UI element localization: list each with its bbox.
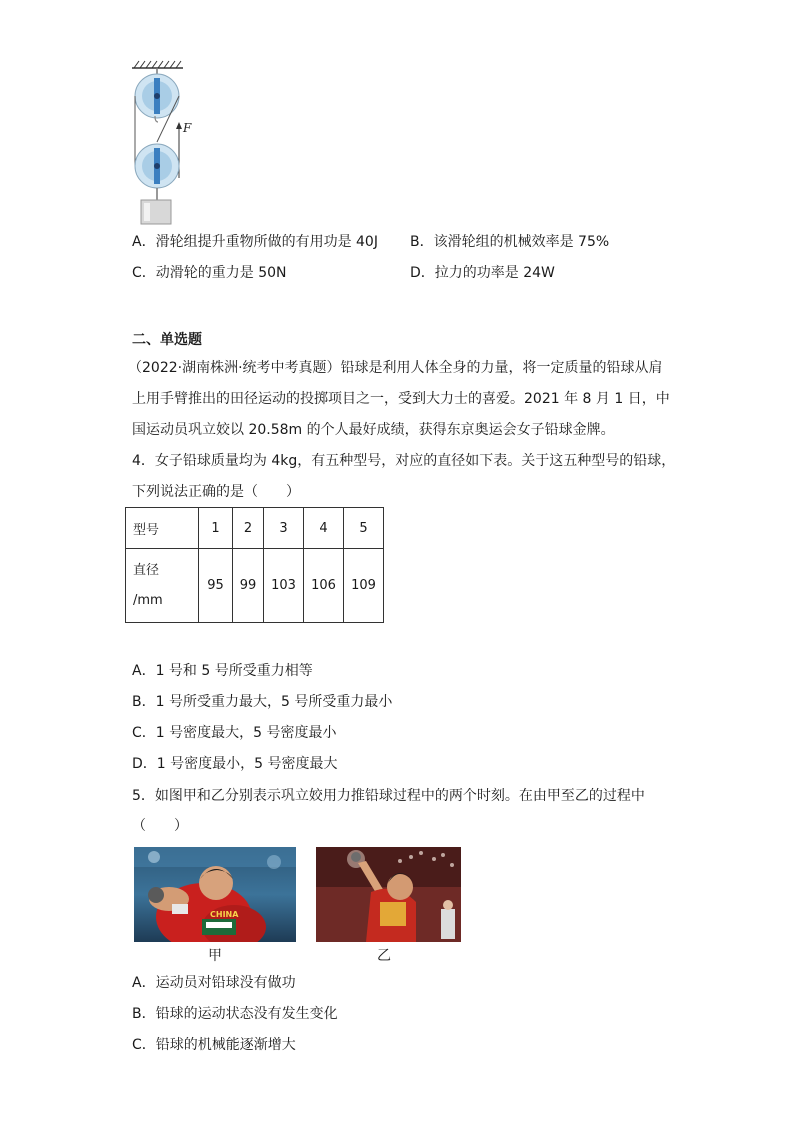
passage-line: 国运动员巩立姣以 20.58m 的个人最好成绩，获得东京奥运会女子铅球金牌。	[132, 422, 615, 438]
jersey-text: CHINA	[210, 910, 239, 919]
pulley-system-figure	[125, 58, 205, 228]
q4-stem: 4．女子铅球质量均为 4kg，有五种型号，对应的直径如下表。关于这五种型号的铅球，	[132, 453, 676, 469]
table-cell: 106	[304, 549, 344, 623]
section-title: 二、单选题	[132, 332, 202, 348]
fixed-pulley	[135, 74, 179, 118]
table-header-line: 直径	[133, 562, 160, 578]
table-cell: 103	[264, 549, 304, 623]
q3-option-d: D．拉力的功率是 24W	[410, 265, 555, 281]
force-label: F	[183, 121, 192, 135]
photo-jia	[134, 847, 296, 942]
q4-option-a: A．1 号和 5 号所受重力相等	[132, 663, 313, 679]
table-cell: 5	[344, 508, 384, 549]
diameter-table	[125, 507, 384, 623]
q3-option-c: C．动滑轮的重力是 50N	[132, 265, 287, 281]
q5-stem: （ ）	[132, 818, 188, 834]
table-cell: 2	[233, 508, 264, 549]
passage-line: 上用手臂推出的田径运动的投掷项目之一，受到大力士的喜爱。2021 年 8 月 1 日，中	[132, 391, 670, 407]
photo-caption-yi: 乙	[377, 948, 391, 964]
table-cell: 4	[304, 508, 344, 549]
q5-option-a: A．运动员对铅球没有做功	[132, 975, 296, 991]
photo-caption-jia: 甲	[208, 948, 222, 964]
table-cell: 95	[199, 549, 233, 623]
table-row	[126, 549, 384, 623]
table-cell: 型号	[126, 508, 199, 549]
q4-option-b: B．1 号所受重力最大，5 号所受重力最小	[132, 694, 393, 710]
table-row	[126, 508, 384, 549]
q5-option-c: C．铅球的机械能逐渐增大	[132, 1037, 296, 1053]
table-cell: 99	[233, 549, 264, 623]
q5-stem: 5．如图甲和乙分别表示巩立姣用力推铅球过程中的两个时刻。在由甲至乙的过程中	[132, 788, 645, 804]
q4-option-d: D．1 号密度最小，5 号密度最大	[132, 756, 338, 772]
movable-pulley	[135, 144, 179, 188]
photo-yi	[316, 847, 461, 942]
passage-line: （2022·湖南株洲·统考中考真题）铅球是利用人体全身的力量，将一定质量的铅球从肩	[128, 360, 663, 376]
q5-option-b: B．铅球的运动状态没有发生变化	[132, 1006, 338, 1022]
table-cell	[126, 549, 199, 623]
q3-option-a: A．滑轮组提升重物所做的有用功是 40J	[132, 234, 378, 250]
table-cell: 3	[264, 508, 304, 549]
q4-stem: 下列说法正确的是（ ）	[132, 484, 300, 500]
q3-option-b: B．该滑轮组的机械效率是 75%	[410, 234, 610, 250]
table-header-line: /mm	[133, 592, 163, 608]
table-cell: 1	[199, 508, 233, 549]
q4-option-c: C．1 号密度最大，5 号密度最小	[132, 725, 337, 741]
table-cell: 109	[344, 549, 384, 623]
